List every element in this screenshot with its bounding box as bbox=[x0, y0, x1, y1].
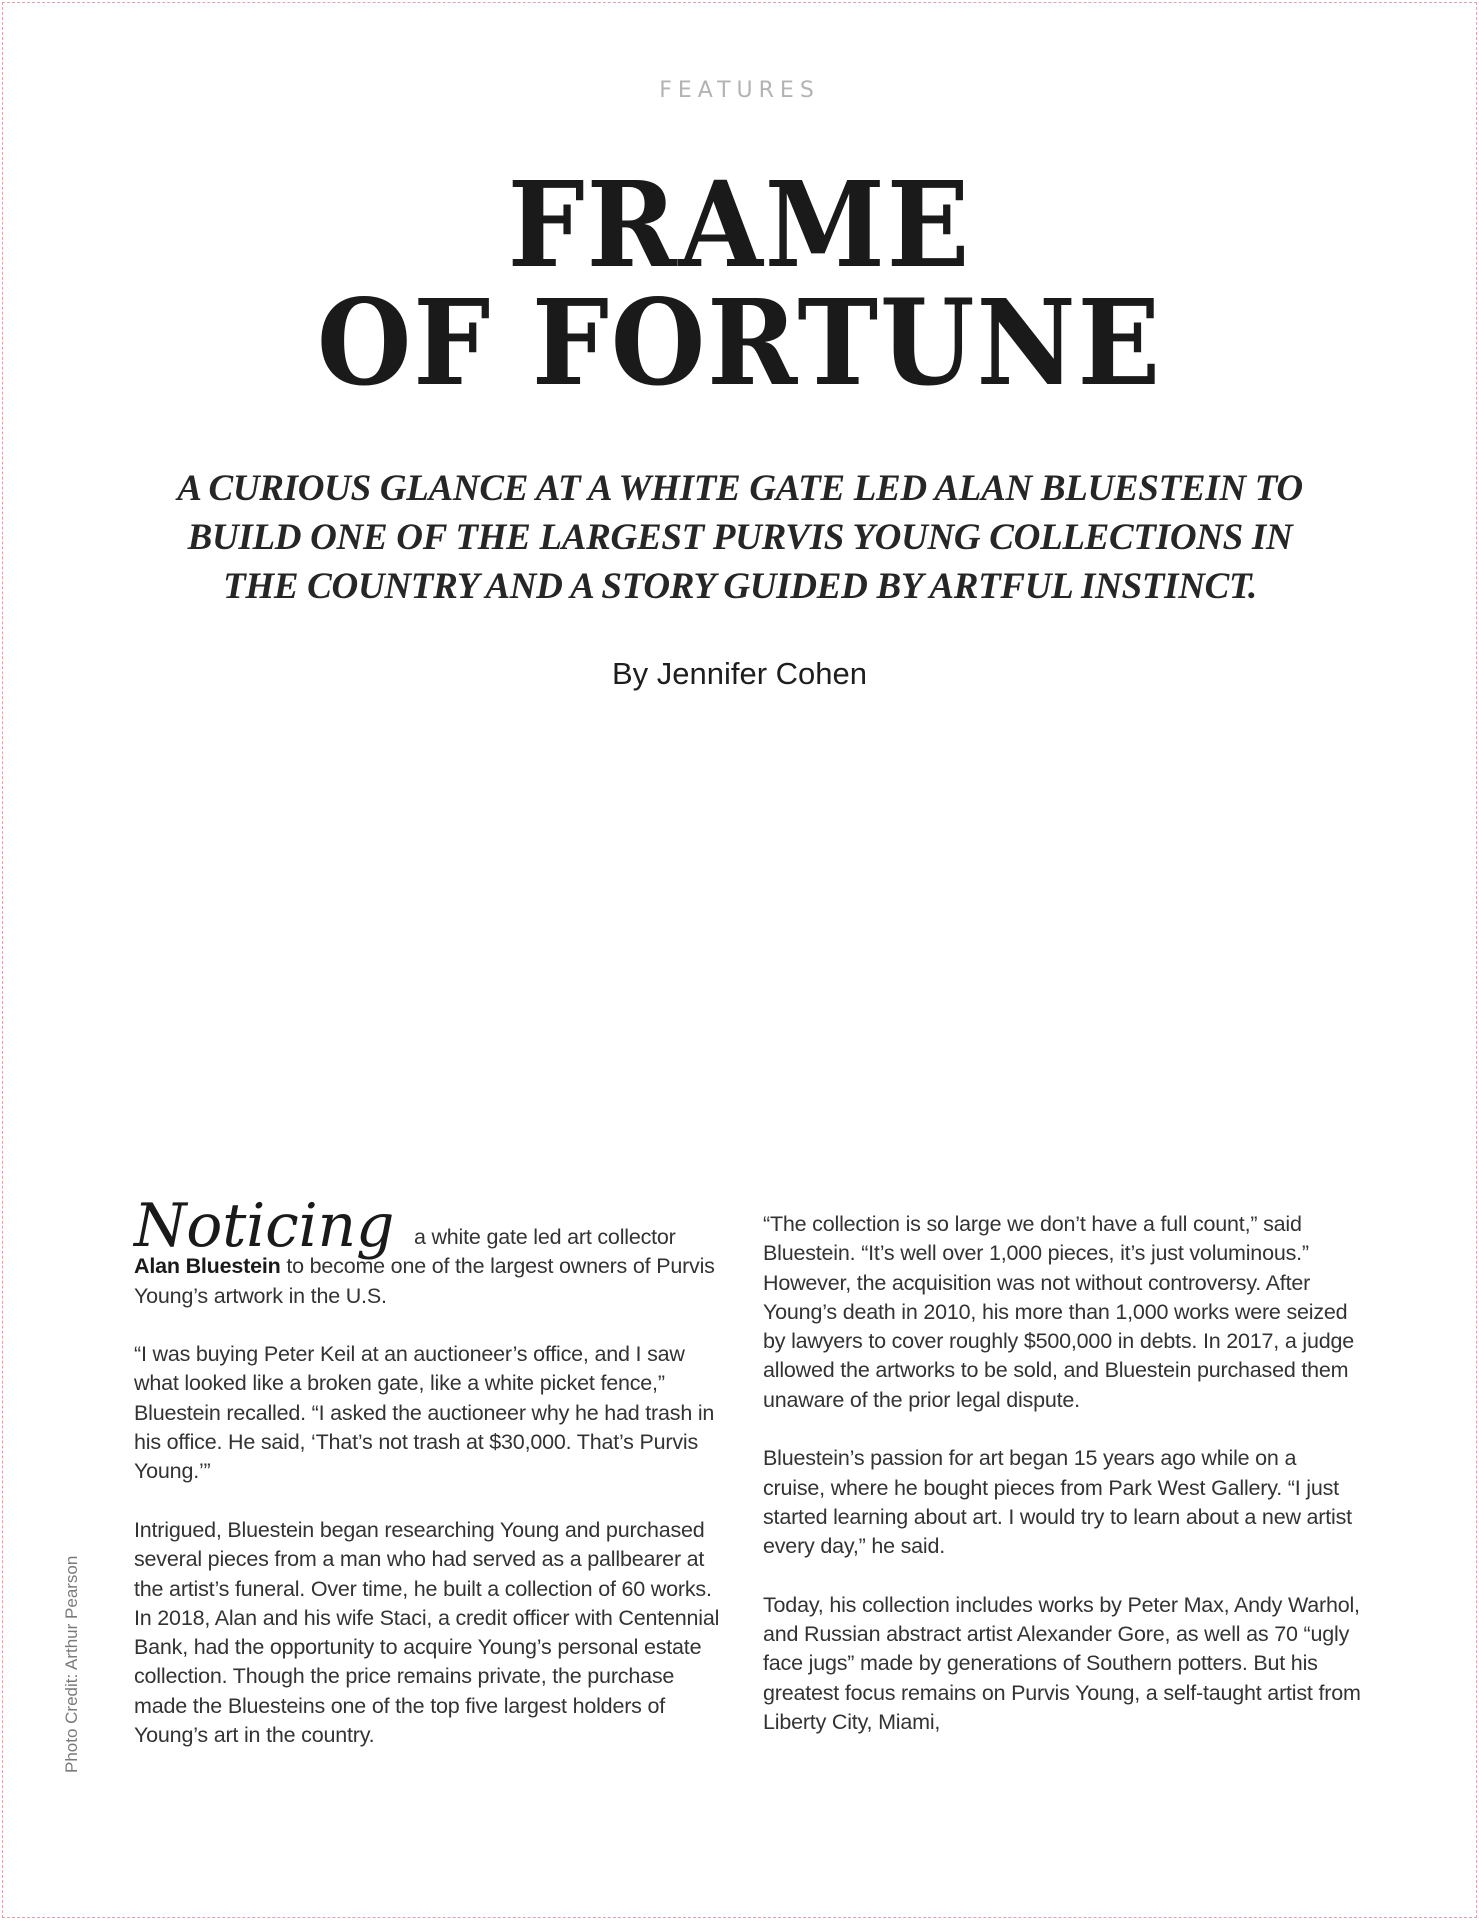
paragraph: Bluestein’s passion for art began 15 years ago while on a cruise, where he bought pieces from Park West Gallery. “I just started learning about art. I would try to learn about a new artist every day,” he said. bbox=[763, 1446, 1352, 1559]
lead-paragraph bbox=[134, 1191, 724, 1311]
lead-bold-name: Alan Bluestein bbox=[134, 1254, 281, 1279]
deck-subtitle: A CURIOUS GLANCE AT A WHITE GATE LED ALAN BLUESTEIN TO BUILD ONE OF THE LARGEST PURVIS YOUNG COLLECTIONS IN THE COUNTRY AND A STORY GUIDED BY ARTFUL INSTINCT. bbox=[177, 468, 1303, 607]
paragraph: “The collection is so large we don’t have a full count,” said Bluestein. “It’s well over 1,000 pieces, it’s just voluminous.” However, the acquisition was not without controversy. After Young’s death in 2010, his more than 1,000 works were seized by lawyers to cover roughly $500,000 in debts. In 2017, a judge allowed the artworks to be sold, and Bluestein purchased them unaware of the prior legal dispute. bbox=[763, 1212, 1354, 1412]
section-label: FEATURES bbox=[659, 78, 820, 103]
lead-text-1: a white gate led art collector bbox=[408, 1225, 676, 1249]
lead-word: Noticing bbox=[134, 1191, 395, 1261]
paragraph: “I was buying Peter Keil at an auctioneer’s office, and I saw what looked like a broken gate, like a white picket fence,” Bluestein recalled. “I asked the auctioneer why he had trash in his office. He said, ‘That’s not trash at $30,000. That’s Purvis Young.’” bbox=[134, 1342, 715, 1484]
paragraph: Intrigued, Bluestein began researching Young and purchased several pieces from a man who had served as a pallbearer at the artist’s funeral. Over time, he built a collection of 60 works. In 2018, Alan and his wife Staci, a credit officer with Centennial Bank, had the opportunity to acquire Young’s personal estate collection. Though the price remains private, the purchase made the Bluesteins one of the top five largest holders of Young’s art in the country. bbox=[134, 1517, 720, 1748]
article-column-left bbox=[134, 1191, 724, 1750]
photo-credit: Photo Credit: Arthur Pearson bbox=[62, 1555, 81, 1773]
lead-text-2: to become one of the largest owners of Purvis Young’s artwork in the U.S. bbox=[134, 1254, 715, 1308]
article-column-right bbox=[763, 1210, 1363, 1737]
paragraph: Today, his collection includes works by Peter Max, Andy Warhol, and Russian abstract artist Alexander Gore, as well as 70 “ugly face jugs” made by generations of Southern potters. But his greatest focus remains on Purvis Young, a self-taught artist from Liberty City, Miami, bbox=[763, 1592, 1361, 1735]
headline-line-1: FRAME bbox=[507, 155, 972, 294]
byline: By Jennifer Cohen bbox=[611, 656, 868, 691]
headline-line-2: OF FORTUNE bbox=[316, 273, 1163, 412]
